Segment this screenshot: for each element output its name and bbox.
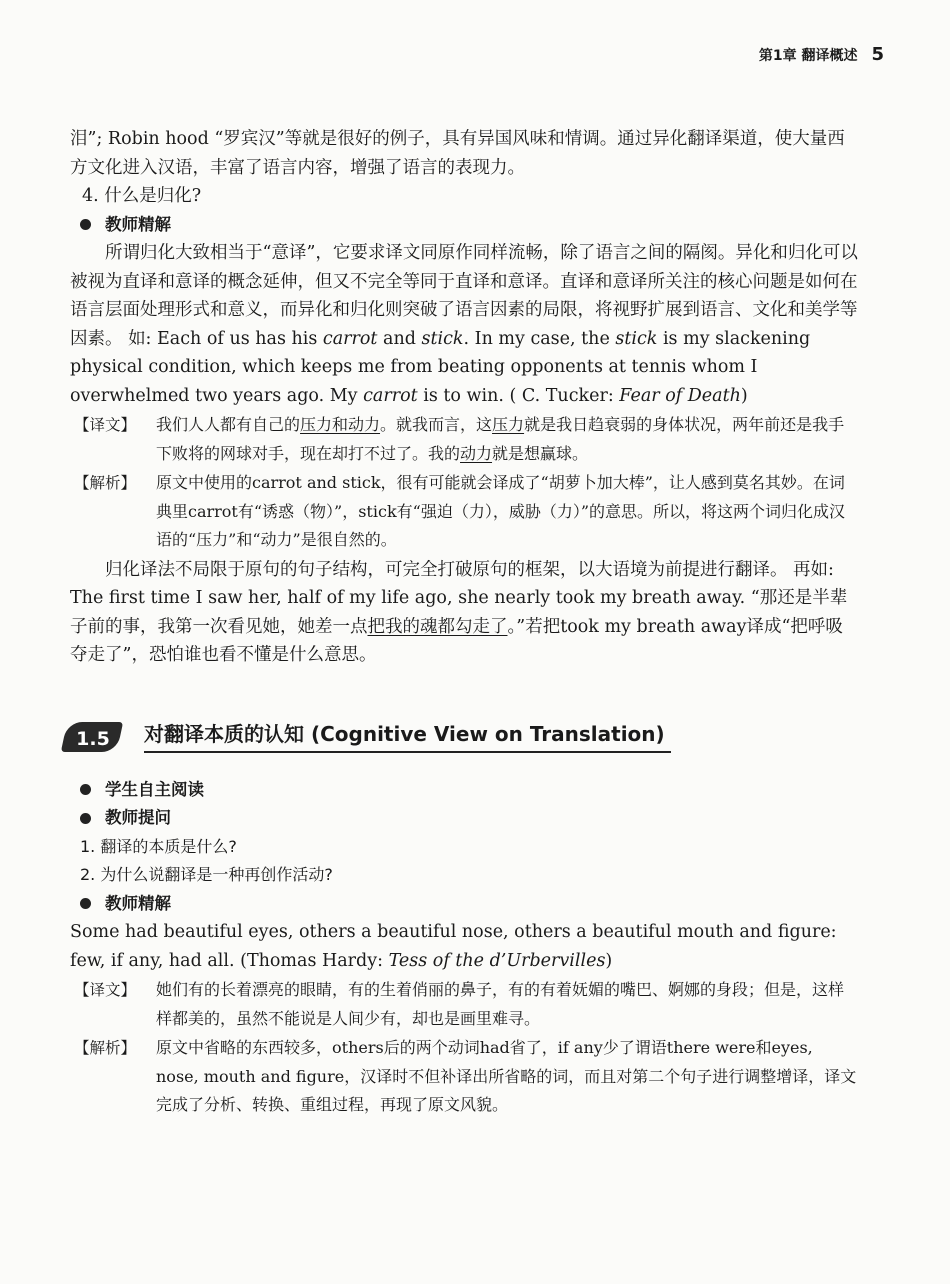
note-body: 原文中省略的东西较多，others后的两个动词had省了，if any少了谓语there were和eyes, nose, mouth and figure，汉译时不但补译出所省略的词，而且对第二个句子进行调整增译，译文完成了分析、转换、重组过程，再现了原文风貌。 [156,1038,857,1114]
bullet-teacher-explain [70,211,858,240]
paragraph-domestication-example: 归化译法不局限于原句的句子结构，可完全打破原句的框架，以大语境为前提进行翻译。 再如: The first time I saw her, half of my life ago, she nearly took my breath away. “那还是半辈子前的事，我第一次看见她，她差一点把我的魂都勾走了。”若把took my breath away译成“把呼吸夺走了”，恐怕谁也看不懂是什么意思。 [70,559,848,665]
note-label: 【译文】 [74,981,137,999]
bullet-label: 教师精解 [105,214,171,234]
question-1: 1. 翻译的本质是什么? [80,836,237,856]
bullet-dot-icon [80,219,91,230]
analysis-note-2 [70,1034,858,1120]
paragraph-domestication-end: 泪”; Robin hood “罗宾汉”等就是很好的例子，具有异国风味和情调。通过异化翻译渠道，使大量西方文化进入汉语，丰富了语言内容，增强了语言的表现力。 [70,129,845,178]
analysis-note-1 [70,469,858,555]
bullet-label: 教师精解 [105,893,171,913]
translation-note-2 [70,976,858,1033]
note-label: 【解析】 [74,1039,137,1057]
note-label: 【译文】 [74,416,137,434]
body-text [70,125,858,1121]
paragraph-domestication-definition: 所谓归化大致相当于“意译”，它要求译文同原作同样流畅，除了语言之间的隔阂。异化和归化可以被视为直译和意译的概念延伸，但又不完全等同于直译和意译。直译和意译所关注的核心问题是如何在语言层面处理形式和意义，而异化和归化则突破了语言因素的局限，将视野扩展到语言、文化和美学等因素。 如: Each of us has his carrot and stick. In my case, the stick is my slackening physical condition, which keeps me from beating opponents at tennis whom I overwhelmed two years ago. My carrot is to win. ( C. Tucker: Fear of Death) [70,243,858,406]
page-number: 5 [871,44,884,65]
note-label: 【解析】 [74,474,137,492]
bullet-student-reading [70,776,858,805]
running-head [759,44,884,65]
paragraph-hardy-quote: Some had beautiful eyes, others a beautiful nose, others a beautiful mouth and figure: few, if any, had all. (Thomas Hardy: Tess of the d’Urbervilles) [70,922,837,971]
chapter-title: 第1章 翻译概述 [758,48,858,64]
section-title: 对翻译本质的认知 (Cognitive View on Translation) [144,720,671,754]
note-body: 我们人人都有自己的压力和动力。就我而言，这压力就是我日趋衰弱的身体状况，两年前还是我手下败将的网球对手，现在却打不过了。我的动力就是想赢球。 [156,415,845,463]
note-body: 她们有的长着漂亮的眼睛，有的生着俏丽的鼻子，有的有着妩媚的嘴巴、婀娜的身段；但是，这样样都美的，虽然不能说是人间少有，却也是画里难寻。 [156,980,845,1028]
note-body: 原文中使用的carrot and stick，很有可能就会译成了“胡萝卜加大棒”，让人感到莫名其妙。在词典里carrot有“诱惑（物）”，stick有“强迫（力），威胁（力）”的意思。所以，将这两个词归化成汉语的“压力”和“动力”是很自然的。 [156,473,845,549]
bullet-dot-icon [80,784,91,795]
bullet-teacher-ask [70,804,858,833]
question-4: 4. 什么是归化? [82,186,202,206]
bullet-dot-icon [80,898,91,909]
bullet-dot-icon [80,813,91,824]
question-2: 2. 为什么说翻译是一种再创作活动? [80,865,333,884]
bullet-label: 教师提问 [105,808,171,827]
translation-note-1 [70,411,858,468]
bullet-teacher-explain-2 [70,890,858,919]
section-number-badge: 1.5 [64,719,122,755]
bullet-label: 学生自主阅读 [105,779,204,799]
section-heading [64,716,858,758]
